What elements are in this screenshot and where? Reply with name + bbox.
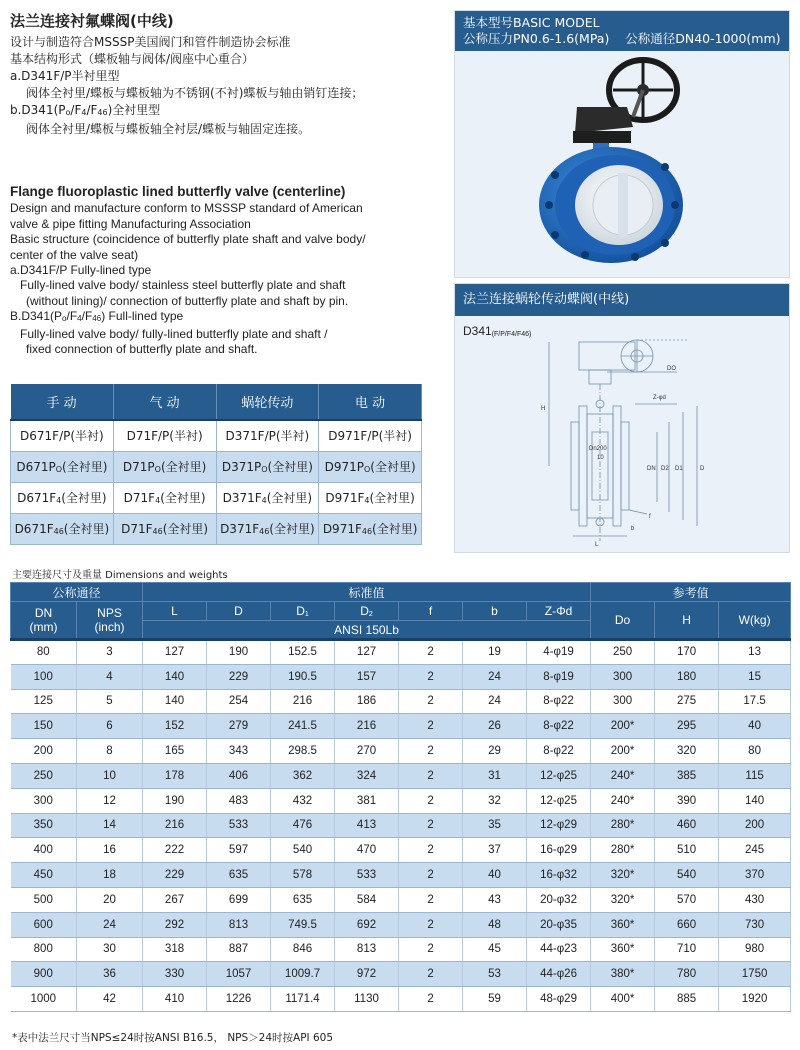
butterfly-valve-photo: [515, 55, 735, 265]
table-cell: 800: [11, 937, 77, 962]
table-cell: 400: [11, 838, 77, 863]
dim-d1-label: D1: [675, 466, 683, 472]
type-a-desc-en-2: (without lining)/ connection of butterfly plate and shaft by pin.: [26, 293, 349, 308]
table-cell: $D671F_4$(全衬里): [11, 482, 114, 513]
table-row: [11, 664, 791, 689]
table-cell: 20-φ35: [527, 912, 591, 937]
table-cell: 298.5: [271, 739, 335, 764]
table-cell: 24: [463, 664, 527, 689]
dim-do-label: DO: [667, 366, 676, 372]
table-cell: 216: [143, 813, 207, 838]
table-cell: 254: [207, 689, 271, 714]
table-cell: 635: [207, 863, 271, 888]
table-cell: $D371P_O$(全衬里): [216, 451, 319, 482]
table-cell: 2: [399, 863, 463, 888]
table-cell: 127: [143, 640, 207, 665]
table-cell: 165: [143, 739, 207, 764]
header-ansi-class: ANSI 150Lb: [143, 621, 591, 640]
basic-model-title: 基本型号BASIC MODEL: [463, 15, 600, 30]
table-cell: 240*: [591, 788, 655, 813]
table-cell: 410: [143, 987, 207, 1012]
table-cell: 40: [463, 863, 527, 888]
table-cell: 200*: [591, 739, 655, 764]
table-cell: 330: [143, 962, 207, 987]
table-cell: 37: [463, 838, 527, 863]
table-cell: 2: [399, 664, 463, 689]
table-cell: 140: [143, 689, 207, 714]
table-cell: 6: [77, 714, 143, 739]
intro-chinese: [10, 12, 440, 138]
table-cell: 26: [463, 714, 527, 739]
table-cell: $D671F_{46}$(全衬里): [11, 513, 114, 544]
table-cell: 279: [207, 714, 271, 739]
table-cell: 80: [719, 739, 791, 764]
table-cell: 240*: [591, 763, 655, 788]
table-cell: 320*: [591, 887, 655, 912]
operation-types-table: [10, 384, 422, 545]
table-cell: 15: [719, 664, 791, 689]
table-cell: 470: [335, 838, 399, 863]
table-cell: 324: [335, 763, 399, 788]
table-row: [11, 838, 791, 863]
table-cell: 20-φ32: [527, 887, 591, 912]
table-cell: 44-φ26: [527, 962, 591, 987]
col-electric: 电 动: [319, 384, 422, 420]
table-cell: 5: [77, 689, 143, 714]
table-cell: 1171.4: [271, 987, 335, 1012]
header-d: D: [207, 602, 271, 621]
table-cell: 140: [719, 788, 791, 813]
table-cell: 500: [11, 887, 77, 912]
col-pneumatic: 气 动: [113, 384, 216, 420]
table-cell: 692: [335, 912, 399, 937]
table-cell: 2: [399, 739, 463, 764]
table-cell: 20: [77, 887, 143, 912]
table-cell: 584: [335, 887, 399, 912]
table-cell: 2: [399, 640, 463, 665]
header-h: H: [655, 602, 719, 640]
table-cell: 40: [719, 714, 791, 739]
col-worm-gear: 蜗轮传动: [216, 384, 319, 420]
table-cell: 350: [11, 813, 77, 838]
type-a-cn: a.D341F/P半衬里型: [10, 69, 120, 83]
standard-line-cn: 设计与制造符合MSSSP美国阀门和管件制造协会标准: [10, 35, 291, 49]
type-b-desc-en-2: fixed connection of butterfly plate and shaft.: [26, 342, 258, 357]
table-cell: 43: [463, 887, 527, 912]
table-cell: 170: [655, 640, 719, 665]
table-cell: 370: [719, 863, 791, 888]
table-row: [11, 813, 791, 838]
table-cell: 635: [271, 887, 335, 912]
table-row: [11, 739, 791, 764]
table-cell: 1920: [719, 987, 791, 1012]
table-cell: 320: [655, 739, 719, 764]
table-cell: 14: [77, 813, 143, 838]
table-cell: 17.5: [719, 689, 791, 714]
table-cell: 300: [591, 689, 655, 714]
header-nominal-diameter: 公称通径: [11, 583, 143, 602]
table-cell: 29: [463, 739, 527, 764]
table-cell: 413: [335, 813, 399, 838]
table-cell: 24: [77, 912, 143, 937]
header-do: Do: [591, 602, 655, 640]
type-a-desc-en: Fully-lined valve body/ stainless steel butterfly plate and shaft: [20, 278, 346, 293]
drawing-model-label: $D341_{(F/P/F4/F46)}$: [463, 324, 532, 338]
table-row: [11, 788, 791, 813]
table-cell: 275: [655, 689, 719, 714]
table-cell: $D971F_{46}$(全衬里): [319, 513, 422, 544]
table-cell: 1057: [207, 962, 271, 987]
table-cell: 241.5: [271, 714, 335, 739]
table-cell: 2: [399, 689, 463, 714]
type-b-en: $B.D341(P_o/F_4/F_{46})$ Full-lined type: [10, 309, 184, 324]
table-row: [11, 513, 422, 544]
table-cell: 813: [207, 912, 271, 937]
table-cell: 380*: [591, 962, 655, 987]
type-a-desc-cn: 阀体全衬里/蝶板与蝶板轴为不锈钢(不衬)蝶板与轴由销钉连接；: [26, 86, 364, 100]
table-cell: 360*: [591, 912, 655, 937]
table-cell: 16-φ32: [527, 863, 591, 888]
table-cell: $D371F_4$(全衬里): [216, 482, 319, 513]
table-cell: 200*: [591, 714, 655, 739]
table-cell: 12-φ25: [527, 788, 591, 813]
dim-zphid-label: Z-φd: [653, 395, 666, 401]
table-cell: 280*: [591, 813, 655, 838]
header-reference-values: 参考值: [591, 583, 791, 602]
table-cell: 229: [143, 863, 207, 888]
table-cell: 2: [399, 838, 463, 863]
table-cell: 30: [77, 937, 143, 962]
table-row: [11, 640, 791, 665]
table-cell: 2: [399, 987, 463, 1012]
table-cell: 115: [719, 763, 791, 788]
table-row: [11, 912, 791, 937]
basic-model-panel: [454, 10, 790, 278]
table-cell: 730: [719, 912, 791, 937]
intro-english: [10, 184, 440, 357]
table-cell: 13: [719, 640, 791, 665]
table-cell: 980: [719, 937, 791, 962]
table-row: [11, 482, 422, 513]
table-cell: 406: [207, 763, 271, 788]
table-cell: 4-φ19: [527, 640, 591, 665]
table-cell: 597: [207, 838, 271, 863]
table-cell: 887: [207, 937, 271, 962]
header-nps: NPS (inch): [77, 602, 143, 640]
table-cell: 152: [143, 714, 207, 739]
table-cell: 157: [335, 664, 399, 689]
table-cell: 280*: [591, 838, 655, 863]
product-title-en: Flange fluoroplastic lined butterfly valve (centerline): [10, 184, 346, 199]
table-cell: 390: [655, 788, 719, 813]
col-manual: 手 动: [11, 384, 114, 420]
table-cell: 533: [207, 813, 271, 838]
table-cell: 216: [271, 689, 335, 714]
product-title-cn: 法兰连接衬氟蝶阀(中线): [10, 12, 174, 30]
table-cell: 59: [463, 987, 527, 1012]
table-cell: 36: [77, 962, 143, 987]
table-cell: 10: [77, 763, 143, 788]
table-cell: 300: [11, 788, 77, 813]
table-row: [11, 451, 422, 482]
table-cell: 360*: [591, 937, 655, 962]
structure-line-en: Basic structure (coincidence of butterfly plate shaft and valve body/: [10, 232, 366, 247]
table-cell: 2: [399, 912, 463, 937]
table-cell: 44-φ23: [527, 937, 591, 962]
table-cell: 53: [463, 962, 527, 987]
dim-d-label: D: [700, 466, 705, 472]
table-cell: 2: [399, 887, 463, 912]
table-cell: 100: [11, 664, 77, 689]
table-cell: $D71P_O$(全衬里): [113, 451, 216, 482]
table-cell: 42: [77, 987, 143, 1012]
table-cell: 780: [655, 962, 719, 987]
table-cell: 1750: [719, 962, 791, 987]
table-cell: 813: [335, 937, 399, 962]
table-cell: 600: [11, 912, 77, 937]
table-cell: 16-φ29: [527, 838, 591, 863]
dim-dn200-label: Dn200: [589, 446, 607, 452]
dim-b-label: b: [631, 526, 635, 532]
table-cell: 8: [77, 739, 143, 764]
table-cell: 699: [207, 887, 271, 912]
table-row: [11, 763, 791, 788]
table-cell: $D71F_4$(全衬里): [113, 482, 216, 513]
type-a-en: a.D341F/P Fully-lined type: [10, 263, 152, 278]
header-weight: W(kg): [719, 602, 791, 640]
table-cell: 660: [655, 912, 719, 937]
table-cell: 150: [11, 714, 77, 739]
table-cell: 460: [655, 813, 719, 838]
table-cell: 450: [11, 863, 77, 888]
table-row: [11, 962, 791, 987]
dim-d2-label: D2: [661, 466, 669, 472]
table-cell: 2: [399, 937, 463, 962]
table-row: [11, 689, 791, 714]
table-cell: 400*: [591, 987, 655, 1012]
table-cell: 578: [271, 863, 335, 888]
table-cell: 127: [335, 640, 399, 665]
table-cell: 186: [335, 689, 399, 714]
dim-f-label: f: [649, 514, 651, 520]
table-cell: 48-φ29: [527, 987, 591, 1012]
table-cell: 540: [655, 863, 719, 888]
dim-dn-label: DN: [647, 466, 656, 472]
table-cell: D371F/P(半衬): [216, 420, 319, 451]
table-cell: 190: [207, 640, 271, 665]
header-dn: DN (mm): [11, 602, 77, 640]
table-cell: 267: [143, 887, 207, 912]
table-cell: 292: [143, 912, 207, 937]
table-cell: 8-φ22: [527, 689, 591, 714]
type-b-desc-cn: 阀体全衬里/蝶板与蝶板轴全衬层/蝶板与轴固定连接。: [26, 122, 311, 136]
type-b-desc-en: Fully-lined valve body/ fully-lined butterfly plate and shaft /: [20, 326, 328, 341]
table-cell: 3: [77, 640, 143, 665]
table-cell: D671F/P(半衬): [11, 420, 114, 451]
standard-line-en: Design and manufacture conform to MSSSP standard of American: [10, 201, 363, 216]
table-cell: 510: [655, 838, 719, 863]
table-cell: 972: [335, 962, 399, 987]
table-cell: 483: [207, 788, 271, 813]
structure-line-cn: 基本结构形式（蝶板轴与阀体/阀座中心重合）: [10, 52, 255, 66]
table-cell: 2: [399, 813, 463, 838]
table-cell: 430: [719, 887, 791, 912]
table-cell: 533: [335, 863, 399, 888]
table-cell: 200: [719, 813, 791, 838]
header-standard-values: 标准值: [143, 583, 591, 602]
table-cell: 900: [11, 962, 77, 987]
table-cell: $D371F_{46}$(全衬里): [216, 513, 319, 544]
table-cell: 2: [399, 763, 463, 788]
valve-dimension-drawing: [537, 336, 787, 551]
table-cell: 18: [77, 863, 143, 888]
table-cell: 540: [271, 838, 335, 863]
drawing-title: 法兰连接蜗轮传动蝶阀(中线): [455, 284, 789, 316]
header-b: b: [463, 602, 527, 621]
table-cell: 1130: [335, 987, 399, 1012]
table-cell: 216: [335, 714, 399, 739]
basic-model-header: [455, 11, 789, 51]
table-cell: 48: [463, 912, 527, 937]
table-cell: 300: [591, 664, 655, 689]
table-cell: 12-φ29: [527, 813, 591, 838]
table-cell: 570: [655, 887, 719, 912]
table-cell: D971F/P(半衬): [319, 420, 422, 451]
dimensions-table-body: [11, 640, 791, 1012]
table-cell: 250: [591, 640, 655, 665]
table-row: [11, 714, 791, 739]
table-cell: 190.5: [271, 664, 335, 689]
table-cell: 24: [463, 689, 527, 714]
standard-line-en-2: valve & pipe fitting Manufacturing Association: [10, 216, 251, 231]
table-cell: 4: [77, 664, 143, 689]
table-cell: 710: [655, 937, 719, 962]
table-cell: 31: [463, 763, 527, 788]
table-cell: 320*: [591, 863, 655, 888]
table-cell: 2: [399, 962, 463, 987]
table-cell: 2: [399, 714, 463, 739]
table-cell: 295: [655, 714, 719, 739]
table-row: [11, 937, 791, 962]
dimensions-caption: 主要连接尺寸及重量 Dimensions and weights: [12, 570, 228, 581]
table-cell: 318: [143, 937, 207, 962]
table-cell: 140: [143, 664, 207, 689]
header-d2: $D_2$: [335, 602, 399, 621]
dim-10-label: 10: [597, 455, 604, 461]
header-z-phid: Z-Φd: [527, 602, 591, 621]
table-cell: 381: [335, 788, 399, 813]
table-cell: 385: [655, 763, 719, 788]
table-cell: 125: [11, 689, 77, 714]
table-cell: 846: [271, 937, 335, 962]
table-cell: 35: [463, 813, 527, 838]
table-cell: $D671P_O$(全衬里): [11, 451, 114, 482]
table-cell: 270: [335, 739, 399, 764]
dim-h-label: H: [541, 406, 546, 412]
table-row: [11, 887, 791, 912]
table-cell: 8-φ22: [527, 739, 591, 764]
table-cell: 200: [11, 739, 77, 764]
table-row: [11, 420, 422, 451]
table-cell: 1009.7: [271, 962, 335, 987]
table-cell: 190: [143, 788, 207, 813]
table-cell: 178: [143, 763, 207, 788]
table-cell: 12-φ25: [527, 763, 591, 788]
table-cell: 16: [77, 838, 143, 863]
technical-drawing-panel: [454, 283, 790, 553]
header-d1: $D_1$: [271, 602, 335, 621]
table-row: [11, 863, 791, 888]
structure-line-en-2: center of the valve seat): [10, 247, 139, 262]
table-row: [11, 987, 791, 1012]
table-cell: 250: [11, 763, 77, 788]
type-b-cn: $b.D341(P_o/F_4/F_{46})$全衬里型: [10, 103, 161, 117]
table-cell: 45: [463, 937, 527, 962]
table-cell: 8-φ19: [527, 664, 591, 689]
table-cell: 476: [271, 813, 335, 838]
table-cell: 362: [271, 763, 335, 788]
table-cell: 8-φ22: [527, 714, 591, 739]
table-cell: 749.5: [271, 912, 335, 937]
table-cell: 2: [399, 788, 463, 813]
table-cell: 152.5: [271, 640, 335, 665]
table-cell: D71F/P(半衬): [113, 420, 216, 451]
table-cell: 19: [463, 640, 527, 665]
table-cell: 12: [77, 788, 143, 813]
table-cell: $D71F_{46}$(全衬里): [113, 513, 216, 544]
table-cell: 222: [143, 838, 207, 863]
table-cell: 1226: [207, 987, 271, 1012]
table-cell: 343: [207, 739, 271, 764]
table-cell: 885: [655, 987, 719, 1012]
header-l: L: [143, 602, 207, 621]
dimensions-table: [10, 582, 791, 1012]
pressure-diameter-spec: 公称压力PN0.6-1.6(MPa) 公称通径DN40-1000(mm): [463, 31, 781, 46]
dimensions-footnote: *表中法兰尺寸当NPS≤24时按ANSI B16.5， NPS＞24时按API 605: [12, 1032, 334, 1044]
table-cell: 432: [271, 788, 335, 813]
table-cell: $D971F_4$(全衬里): [319, 482, 422, 513]
table-cell: 180: [655, 664, 719, 689]
table-cell: 245: [719, 838, 791, 863]
header-f: f: [399, 602, 463, 621]
table-cell: 80: [11, 640, 77, 665]
table-cell: 1000: [11, 987, 77, 1012]
table-cell: $D971P_O$(全衬里): [319, 451, 422, 482]
table-cell: 229: [207, 664, 271, 689]
dim-l-label: L: [595, 542, 599, 548]
table-cell: 32: [463, 788, 527, 813]
